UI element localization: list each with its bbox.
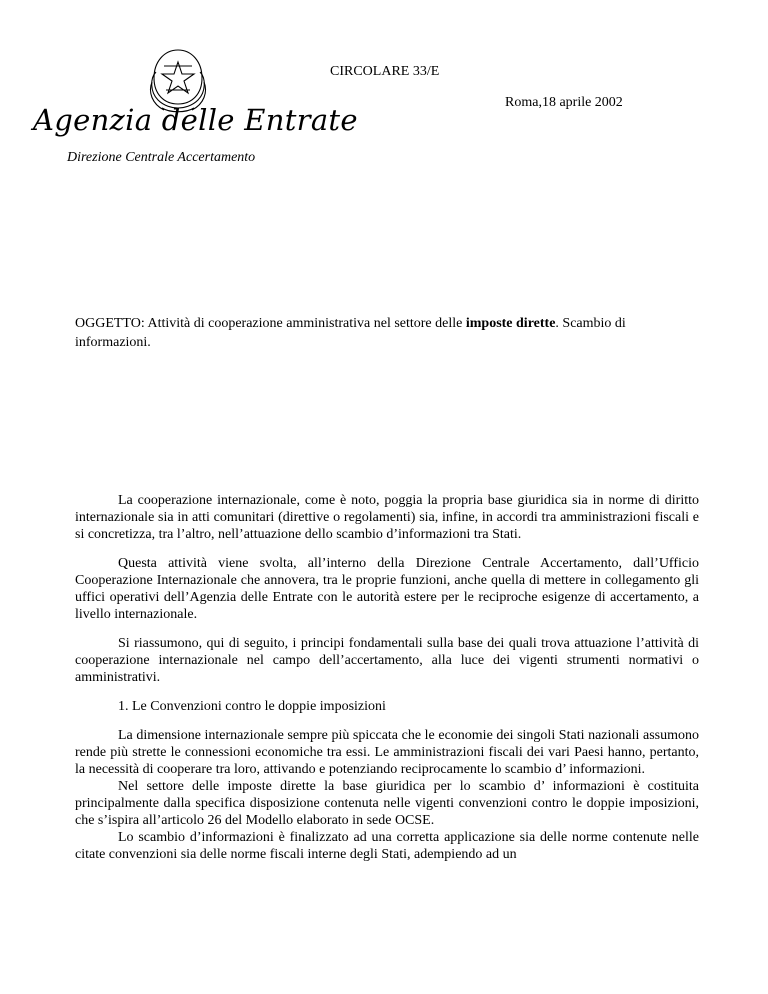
document-body [75, 492, 699, 863]
subject-bold-term: imposte dirette [465, 316, 556, 331]
department-name: Direzione Centrale Accertamento [67, 150, 256, 165]
paragraph-5: Nel settore delle imposte dirette la base giuridica per lo scambio d’ informazioni è costituita principalmente dalla specifica disposizione contenuta nelle vigenti convenzioni contro le doppie imposizioni, che s’ispira all’articolo 26 del Modello elaborato in sede OCSE. [75, 779, 699, 828]
section-heading: 1. Le Convenzioni contro le doppie imposizioni [118, 699, 386, 714]
paragraph-4: La dimensione internazionale sempre più spiccata che le economie dei singoli Stati nazionali assumono rende più strette le connessioni economiche tra essi. Le amministrazioni fiscali dei vari Paesi hanno, pertanto, la necessità di cooperare tra loro, attivando e potenziando reciprocamente lo scambio d’ informazioni. [75, 728, 699, 777]
paragraph-1: La cooperazione internazionale, come è noto, poggia la propria base giuridica sia in norme di diritto internazionale sia in atti comunitari (direttive o regolamenti) sia, infine, in accordi tra amministrazioni fiscali e si concretizza, tra l’altro, nell’attuazione dello scambio d’informazioni tra Stati. [75, 493, 699, 542]
subject-suffix: . Scambio di informazioni. [75, 316, 626, 350]
paragraph-6: Lo scambio d’informazioni è finalizzato ad una corretta applicazione sia delle norme contenute nelle citate convenzioni sia delle norme fiscali interne degli Stati, adempiendo ad un [75, 830, 699, 862]
paragraph-3: Si riassumono, qui di seguito, i principi fondamentali sulla base dei quali trova attuazione l’attività di cooperazione internazionale nel campo dell’accertamento, alla luce dei vigenti strumenti normativi o amministrativi. [75, 636, 699, 685]
subject-prefix: OGGETTO: Attività di cooperazione amministrativa nel settore delle [75, 316, 466, 331]
circular-number: CIRCOLARE 33/E [330, 64, 440, 79]
subject-line [75, 314, 665, 352]
agency-logo-text: Agenzia delle Entrate [33, 103, 358, 137]
document-date: Roma,18 aprile 2002 [505, 95, 623, 110]
paragraph-2: Questa attività viene svolta, all’interno della Direzione Centrale Accertamento, dall’Ufficio Cooperazione Internazionale che annovera, tra le proprie funzioni, anche quella di mettere in collegamento gli uffici operativi dell’Agenzia delle Entrate con le autorità estere per le reciproche esigenze di accertamento, a livello internazionale. [75, 556, 699, 622]
